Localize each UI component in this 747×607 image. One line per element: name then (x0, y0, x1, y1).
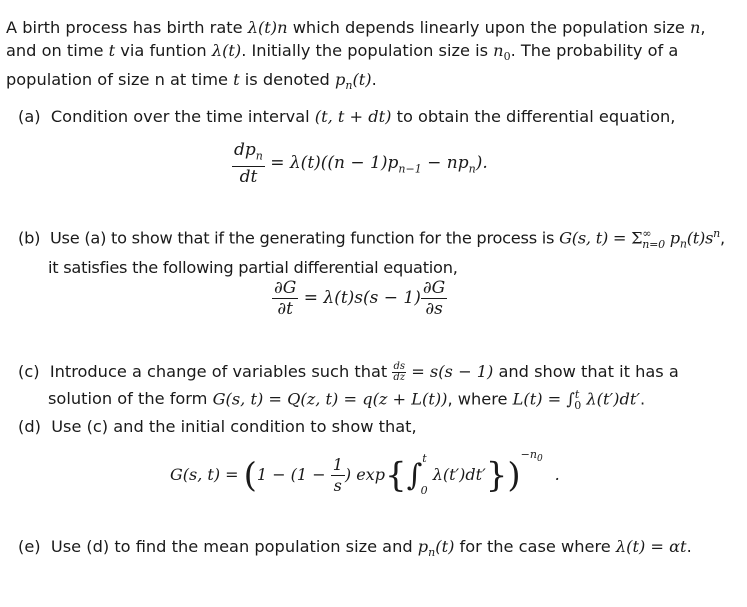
fraction-denominator: s (333, 476, 342, 495)
math-birth-rate: λ(t)n (247, 18, 288, 37)
intro-text: A birth process has birth rate (6, 18, 248, 37)
fraction-numerator: ds (393, 361, 405, 372)
math-n: n (689, 18, 701, 37)
part-label: (d) (18, 417, 41, 436)
part-text: solution of the form (48, 389, 213, 409)
math-t: t (108, 41, 116, 60)
fraction-denominator: ∂t (277, 299, 293, 319)
partial-s-fraction (421, 278, 447, 319)
derivative-fraction (232, 140, 265, 187)
fraction-numerator: dp (234, 140, 256, 160)
math-generating-function: G(s, t) = (559, 228, 632, 248)
part-text: , (719, 228, 725, 248)
math-pn: p (334, 70, 346, 90)
equation-d (170, 448, 560, 497)
part-e (18, 535, 733, 564)
math-subscript: n (428, 546, 436, 560)
equation-rhs: ). (475, 153, 488, 174)
math-subscript: 0 (420, 484, 428, 497)
part-text: for the case where (454, 537, 616, 556)
integral-symbol: ∫ (406, 458, 423, 493)
intro-text: . (371, 70, 377, 90)
math-superscript: ∞ (642, 227, 652, 240)
math-n0: n (493, 41, 504, 60)
part-b (18, 222, 733, 279)
math-subscript: n−1 (398, 162, 422, 176)
math-subscript: 0 (503, 50, 511, 64)
math-subscript: n (468, 162, 476, 176)
part-a (18, 105, 733, 128)
equation-rhs: = λ(t)((n − 1)p (264, 153, 399, 174)
part-text: and show that it has a (493, 362, 679, 381)
math-subscript: n (345, 79, 353, 93)
part-text: . (686, 537, 692, 556)
intro-text: , (700, 18, 706, 37)
math-pn-arg: (t) (352, 70, 372, 90)
exponent-text: −n (520, 448, 537, 461)
math-solution-form: G(s, t) = Q(z, t) = q(z + L(t)) (212, 389, 448, 409)
equation-b (272, 278, 447, 319)
intro-text: and on time (6, 41, 109, 60)
math-pn: p (664, 228, 680, 248)
math-pn-arg: (t) (435, 537, 455, 556)
part-label: (e) (18, 537, 41, 556)
fraction-numerator: ∂G (274, 278, 297, 298)
math-subscript: n (679, 237, 687, 251)
math-lambda-case: λ(t) = αt (615, 537, 687, 556)
part-text: Introduce a change of variables such that (49, 362, 393, 381)
part-text: Use (c) and the initial condition to show that, (51, 417, 417, 436)
math-subscript: n (255, 149, 263, 163)
math-integrand: λ(t′)dt′ (581, 389, 641, 409)
part-text: Use (a) to show that if the generating function for the process is (49, 228, 560, 248)
equation-term: . (554, 465, 560, 484)
math-subscript: 0 (536, 454, 543, 465)
fraction-numerator: 1 (332, 455, 343, 474)
math-change-of-variables: = s(s − 1) (406, 362, 494, 381)
brace-open: { (384, 455, 407, 496)
brace-close: } (485, 455, 508, 496)
partial-t-fraction (272, 278, 298, 319)
math-pn: p (417, 537, 429, 556)
equation-term: λ(t′)dt′ (427, 465, 486, 484)
math-t: t (233, 70, 240, 90)
fraction-numerator: ∂G (422, 278, 446, 298)
intro-text: . The probability of a (510, 41, 679, 60)
fraction-denominator: dz (393, 372, 406, 383)
part-label: (a) (18, 107, 41, 126)
math-lambda: λ(t) (211, 41, 242, 60)
ds-dz-fraction (392, 362, 406, 383)
equation-a (232, 140, 488, 187)
equation-term: ) exp (344, 465, 385, 484)
math-interval: (t, t + dt) (314, 107, 392, 126)
math-superscript: t (422, 452, 427, 465)
equation-rhs: − np (421, 153, 469, 174)
sum-symbol: Σ (631, 228, 643, 248)
intro-text: population of size n at time (6, 70, 234, 90)
intro-text: which depends linearly upon the population size (287, 18, 690, 37)
equation-term: 1 − (1 − (256, 465, 331, 484)
part-d (18, 415, 733, 438)
equation-rhs: = λ(t)s(s − 1) (298, 288, 421, 308)
intro-text: . Initially the population size is (241, 41, 494, 60)
part-text: to obtain the differential equation, (391, 107, 676, 126)
intro-text: is denoted (239, 70, 335, 90)
equation-lhs: G(s, t) = (170, 465, 244, 484)
math-subscript: n=0 (642, 237, 665, 251)
math-L: L(t) = (512, 389, 567, 409)
part-text: Use (d) to find the mean population size and (50, 537, 418, 556)
one-over-s-fraction (331, 455, 345, 496)
part-text: . (640, 389, 646, 409)
math-subscript: 0 (574, 398, 582, 412)
intro-paragraph (6, 16, 736, 97)
math-superscript: t (574, 388, 580, 401)
fraction-denominator: ∂s (425, 299, 443, 319)
part-text: Condition over the time interval (50, 107, 315, 126)
math-superscript: n (713, 227, 720, 240)
fraction-denominator: dt (239, 167, 258, 188)
exponent (520, 448, 543, 465)
part-text: it satisfies the following partial differential equation, (48, 257, 458, 277)
part-c (18, 360, 733, 417)
part-label: (c) (18, 362, 40, 381)
big-paren-close: ) (507, 455, 521, 496)
math-sn: (t)s (686, 228, 714, 248)
part-text: , where (447, 389, 513, 409)
integral-symbol: ∫ (566, 389, 575, 409)
part-label: (b) (18, 228, 41, 248)
big-paren-open: ( (243, 455, 257, 496)
intro-text: via funtion (115, 41, 212, 60)
